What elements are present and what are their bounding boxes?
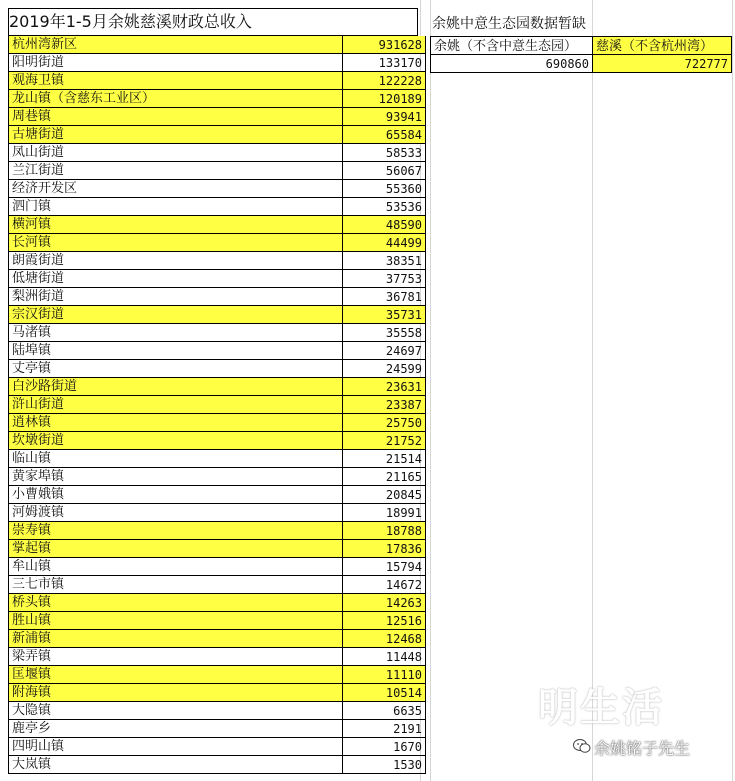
table-row — [8, 126, 422, 144]
row-name: 杭州湾新区 — [8, 36, 343, 54]
table-row — [8, 702, 422, 720]
table-row — [8, 72, 422, 90]
row-value: 35558 — [343, 324, 426, 342]
row-value: 24697 — [343, 342, 426, 360]
table-row — [8, 720, 422, 738]
table-row — [8, 144, 422, 162]
table-row — [8, 756, 422, 774]
row-name: 鹿亭乡 — [8, 720, 343, 738]
table-row — [8, 612, 422, 630]
row-name: 横河镇 — [8, 216, 343, 234]
row-name: 龙山镇（含慈东工业区） — [8, 90, 343, 108]
row-value: 55360 — [343, 180, 426, 198]
row-value: 11110 — [343, 666, 426, 684]
row-name: 长河镇 — [8, 234, 343, 252]
row-value: 11448 — [343, 648, 426, 666]
row-value: 24599 — [343, 360, 426, 378]
table-row — [8, 684, 422, 702]
row-value: 12468 — [343, 630, 426, 648]
table-title: 2019年1-5月余姚慈溪财政总收入 — [8, 8, 418, 36]
row-value: 1670 — [343, 738, 426, 756]
table-row — [8, 216, 422, 234]
row-name: 大隐镇 — [8, 702, 343, 720]
row-value: 58533 — [343, 144, 426, 162]
table-row — [8, 540, 422, 558]
table-row — [8, 558, 422, 576]
table-row — [8, 36, 422, 54]
table-row — [8, 360, 422, 378]
row-name: 丈亭镇 — [8, 360, 343, 378]
row-value: 18991 — [343, 504, 426, 522]
row-name: 崇寿镇 — [8, 522, 343, 540]
table-row — [8, 396, 422, 414]
table-row — [8, 738, 422, 756]
row-value: 21752 — [343, 432, 426, 450]
row-name: 坎墩街道 — [8, 432, 343, 450]
row-name: 梁弄镇 — [8, 648, 343, 666]
row-value: 133170 — [343, 54, 426, 72]
row-value: 10514 — [343, 684, 426, 702]
row-name: 掌起镇 — [8, 540, 343, 558]
row-value: 48590 — [343, 216, 426, 234]
table-row — [8, 594, 422, 612]
cixi-label: 慈溪（不含杭州湾） — [592, 36, 732, 55]
table-row — [8, 576, 422, 594]
row-name: 陆埠镇 — [8, 342, 343, 360]
table-row — [8, 414, 422, 432]
table-row — [8, 504, 422, 522]
row-name: 四明山镇 — [8, 738, 343, 756]
table-row — [8, 108, 422, 126]
missing-data-note: 余姚中意生态园数据暂缺 — [432, 16, 586, 32]
row-value: 21514 — [343, 450, 426, 468]
row-name: 低塘街道 — [8, 270, 343, 288]
table-row — [8, 90, 422, 108]
table-row — [8, 468, 422, 486]
row-value: 25750 — [343, 414, 426, 432]
row-value: 65584 — [343, 126, 426, 144]
row-name: 大岚镇 — [8, 756, 343, 774]
row-name: 兰江街道 — [8, 162, 343, 180]
yuyao-label: 余姚（不含中意生态园） — [430, 36, 593, 55]
row-value: 53536 — [343, 198, 426, 216]
wechat-icon — [573, 738, 591, 754]
watermark-logo: 明生活 — [538, 685, 664, 731]
table-row — [8, 252, 422, 270]
row-value: 2191 — [343, 720, 426, 738]
row-name: 三七市镇 — [8, 576, 343, 594]
row-name: 白沙路街道 — [8, 378, 343, 396]
row-name: 宗汉街道 — [8, 306, 343, 324]
row-name: 临山镇 — [8, 450, 343, 468]
row-name: 阳明街道 — [8, 54, 343, 72]
table-row — [8, 234, 422, 252]
table-row — [8, 54, 422, 72]
table-row — [8, 666, 422, 684]
row-name: 新浦镇 — [8, 630, 343, 648]
table-row — [8, 630, 422, 648]
row-name: 观海卫镇 — [8, 72, 343, 90]
table-row — [8, 306, 422, 324]
row-value: 35731 — [343, 306, 426, 324]
watermark-account: 余姚铭子先生 — [594, 739, 691, 758]
row-name: 附海镇 — [8, 684, 343, 702]
row-value: 18788 — [343, 522, 426, 540]
row-name: 凤山街道 — [8, 144, 343, 162]
row-name: 经济开发区 — [8, 180, 343, 198]
row-value: 12516 — [343, 612, 426, 630]
row-name: 河姆渡镇 — [8, 504, 343, 522]
row-value: 44499 — [343, 234, 426, 252]
row-name: 朗霞街道 — [8, 252, 343, 270]
yuyao-value: 690860 — [430, 54, 593, 73]
row-value: 56067 — [343, 162, 426, 180]
row-value: 93941 — [343, 108, 426, 126]
row-value: 14672 — [343, 576, 426, 594]
row-value: 122228 — [343, 72, 426, 90]
row-value: 15794 — [343, 558, 426, 576]
row-value: 37753 — [343, 270, 426, 288]
row-name: 周巷镇 — [8, 108, 343, 126]
row-name: 桥头镇 — [8, 594, 343, 612]
table-row — [8, 198, 422, 216]
cixi-value: 722777 — [592, 54, 732, 73]
table-row — [8, 288, 422, 306]
row-value: 6635 — [343, 702, 426, 720]
row-value: 23387 — [343, 396, 426, 414]
row-name: 浒山街道 — [8, 396, 343, 414]
table-row — [8, 180, 422, 198]
table-row — [8, 378, 422, 396]
table-row — [8, 450, 422, 468]
row-value: 21165 — [343, 468, 426, 486]
row-name: 逍林镇 — [8, 414, 343, 432]
row-value: 14263 — [343, 594, 426, 612]
table-row — [8, 270, 422, 288]
table-row — [8, 648, 422, 666]
row-name: 匡堰镇 — [8, 666, 343, 684]
row-name: 古塘街道 — [8, 126, 343, 144]
table-row — [8, 522, 422, 540]
row-name: 牟山镇 — [8, 558, 343, 576]
row-name: 泗门镇 — [8, 198, 343, 216]
row-name: 马渚镇 — [8, 324, 343, 342]
row-value: 23631 — [343, 378, 426, 396]
row-value: 20845 — [343, 486, 426, 504]
row-value: 120189 — [343, 90, 426, 108]
row-name: 梨洲街道 — [8, 288, 343, 306]
row-name: 小曹娥镇 — [8, 486, 343, 504]
row-name: 胜山镇 — [8, 612, 343, 630]
row-name: 黄家埠镇 — [8, 468, 343, 486]
row-value: 17836 — [343, 540, 426, 558]
table-row — [8, 162, 422, 180]
table-row — [8, 432, 422, 450]
row-value: 38351 — [343, 252, 426, 270]
row-value: 1530 — [343, 756, 426, 774]
table-row — [8, 342, 422, 360]
table-row — [8, 486, 422, 504]
table-row — [8, 324, 422, 342]
row-value: 36781 — [343, 288, 426, 306]
row-value: 931628 — [343, 36, 426, 54]
